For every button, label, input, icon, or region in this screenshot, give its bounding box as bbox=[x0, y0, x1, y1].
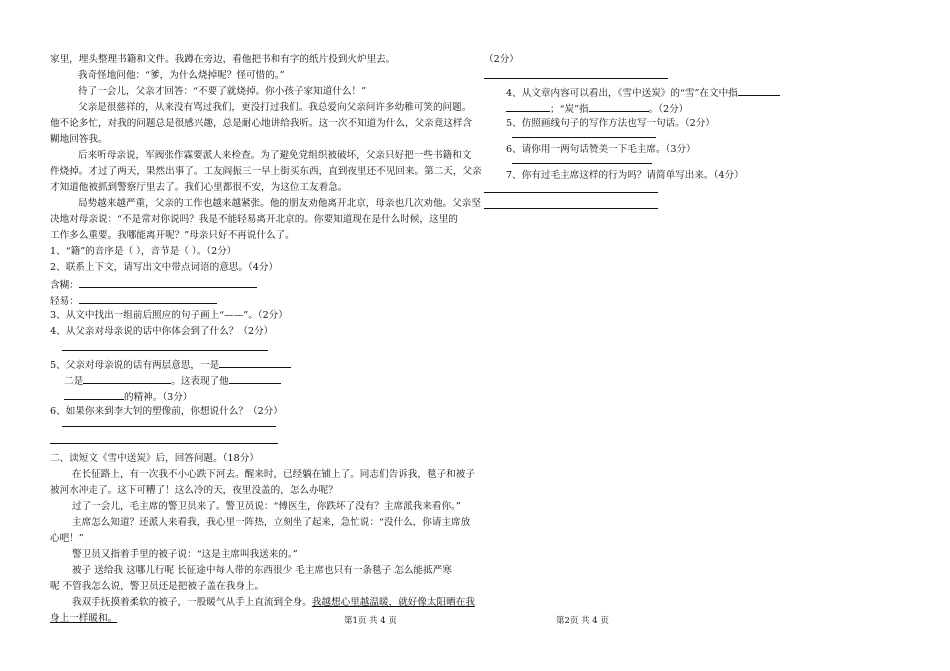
reading2-text: 我双手抚摸着柔软的被子，一股暖气从手上直流到全身。 bbox=[72, 597, 312, 608]
answer-line[interactable] bbox=[62, 350, 268, 351]
reading2-text: 被河水冲走了。这下可糟了！这么冷的天，夜里没盖的，怎么办呢？ bbox=[50, 485, 338, 496]
reading2-text: 警卫员又指着手里的被子说：“这是主席叫我送来的。” bbox=[72, 549, 298, 560]
label-hanhu: 含糊： bbox=[50, 280, 79, 291]
question-r4-text: 。（2分） bbox=[648, 104, 689, 115]
reading1-text: 工作多么重要。我哪能离开呢？”母亲只好不再说什么了。 bbox=[50, 230, 295, 241]
answer-line[interactable] bbox=[484, 78, 668, 79]
answer-blank[interactable] bbox=[219, 356, 291, 368]
reading1-text: 件烧掉。才过了两天，果然出事了。工友阎振三一早上街买东西，直到夜里还不见回来。第二天，父亲 bbox=[50, 166, 482, 177]
reading1-text: 家里，埋头整理书籍和文件。我蹲在旁边，看他把书和有字的纸片投到火炉里去。 bbox=[50, 54, 396, 65]
question-4: 4、从父亲对母亲说的话中你体会到了什么？（2分） bbox=[50, 326, 274, 337]
reading2-text: 在长征路上，有一次我不小心跌下河去。醒来时，已经躺在铺上了。同志们告诉我，毯子和被子 bbox=[72, 469, 475, 480]
reading1-text: 后来听母亲说，军阀张作霖要派人来检查。为了避免党组织被破坏，父亲只好把一些书籍和文 bbox=[78, 150, 472, 161]
question-5-text: 二是 bbox=[64, 376, 84, 387]
reading1-text: 决地对母亲说：“不是常对你说吗？我是不能轻易离开北京的。你要知道现在是什么时候，这里的 bbox=[50, 214, 458, 225]
reading2-text: 呢 不管我怎么说，警卫员还是把被子盖在我身上。 bbox=[50, 581, 265, 592]
section-2-heading: 二、读短文《雪中送炭》后，回答问题。（18分） bbox=[50, 453, 259, 464]
score-note: （2分） bbox=[484, 54, 519, 65]
question-2: 2、联系上下文，请写出文中带点词语的意思。（4分） bbox=[50, 262, 279, 273]
reading1-text: 局势越来越严重，父亲的工作也越来越紧张。他的朋友劝他离开北京，母亲也几次劝他。父亲坚 bbox=[78, 198, 481, 209]
question-3: 3、从文中找出一组前后照应的句子画上“——”。（2分） bbox=[50, 310, 288, 321]
answer-line[interactable] bbox=[484, 192, 658, 193]
underlined-sentence-end: 身上一样暖和。 bbox=[50, 613, 118, 624]
underlined-sentence bbox=[50, 611, 117, 627]
question-r4-text: 4、从文章内容可以看出，《雪中送炭》的“雪”在文中指 bbox=[506, 88, 738, 99]
answer-line[interactable] bbox=[484, 208, 658, 209]
question-r4-text: ；“炭”指 bbox=[550, 104, 589, 115]
question-5-text: 。这表现了他 bbox=[171, 376, 229, 387]
question-5-text: 5、父亲对母亲说的话有两层意思，一是 bbox=[50, 360, 220, 371]
answer-blank[interactable] bbox=[79, 276, 257, 288]
page-number-1: 第1页 共 4 页 bbox=[344, 616, 397, 626]
reading1-text: 我奇怪地问他：“爹，为什么烧掉呢？怪可惜的。” bbox=[78, 70, 285, 81]
question-r6: 6、请你用一两句话赞美一下毛主席。（3分） bbox=[506, 144, 696, 155]
answer-blank[interactable] bbox=[506, 100, 550, 112]
reading1-text: 父亲是很慈祥的，从来没有骂过我们，更没打过我们。我总爱向父亲问许多幼稚可笑的问题。 bbox=[78, 102, 472, 113]
label-qingyi: 轻易： bbox=[50, 296, 79, 307]
reading2-text: 主席怎么知道？还派人来看我，我心里一阵热，立刻坐了起来，急忙说：“没什么，你请主席放 bbox=[72, 517, 471, 528]
answer-blank[interactable] bbox=[83, 372, 171, 384]
reading2-text bbox=[72, 595, 475, 611]
question-6: 6、如果你来到李大钊的塑像前，你想说什么？（2分） bbox=[50, 406, 283, 417]
answer-blank[interactable] bbox=[79, 292, 217, 304]
answer-blank[interactable] bbox=[229, 372, 281, 384]
question-1: 1、“籍”的音序是（ ），音节是（ ）。（2分） bbox=[50, 246, 237, 257]
answer-line[interactable] bbox=[512, 163, 652, 164]
answer-line[interactable] bbox=[62, 426, 276, 427]
answer-blank[interactable] bbox=[589, 100, 649, 112]
reading1-text: 他不论多忙，对我的问题总是很感兴趣，总是耐心地讲给我听。这一次不知道为什么，父亲竟这样含 bbox=[50, 118, 473, 129]
question-5-text: 的精神。（3分） bbox=[124, 392, 193, 403]
reading1-text: 糊地回答我。 bbox=[50, 134, 108, 145]
reading2-text: 心吧！” bbox=[50, 533, 84, 544]
answer-blank[interactable] bbox=[738, 84, 780, 96]
page-number-2: 第2页 共 4 页 bbox=[556, 616, 609, 626]
question-r7: 7、你有过毛主席这样的行为吗？请简单写出来。（4分） bbox=[506, 170, 744, 181]
reading2-text: 过了一会儿，毛主席的警卫员来了。警卫员说：“傅医生，你跌坏了没有？主席派我来看你。” bbox=[72, 501, 461, 512]
answer-blank[interactable] bbox=[64, 388, 124, 400]
answer-line[interactable] bbox=[50, 443, 278, 444]
question-r5: 5、仿照画线句子的写作方法也写一句话。（2分） bbox=[506, 118, 715, 129]
answer-line[interactable] bbox=[512, 137, 656, 138]
reading1-text: 才知道他被抓到警察厅里去了。我们心里都很不安，为这位工友着急。 bbox=[50, 182, 348, 193]
reading1-text: 待了一会儿，父亲才回答：“不要了就烧掉。你小孩子家知道什么！” bbox=[78, 86, 367, 97]
reading2-text: 被子 送给我 这哪儿行呢 长征途中每人带的东西很少 毛主席也只有一条毯子 怎么能抵严寒 bbox=[72, 565, 452, 576]
underlined-sentence: 我越想心里越温暖，就好像太阳晒在我 bbox=[311, 597, 475, 608]
